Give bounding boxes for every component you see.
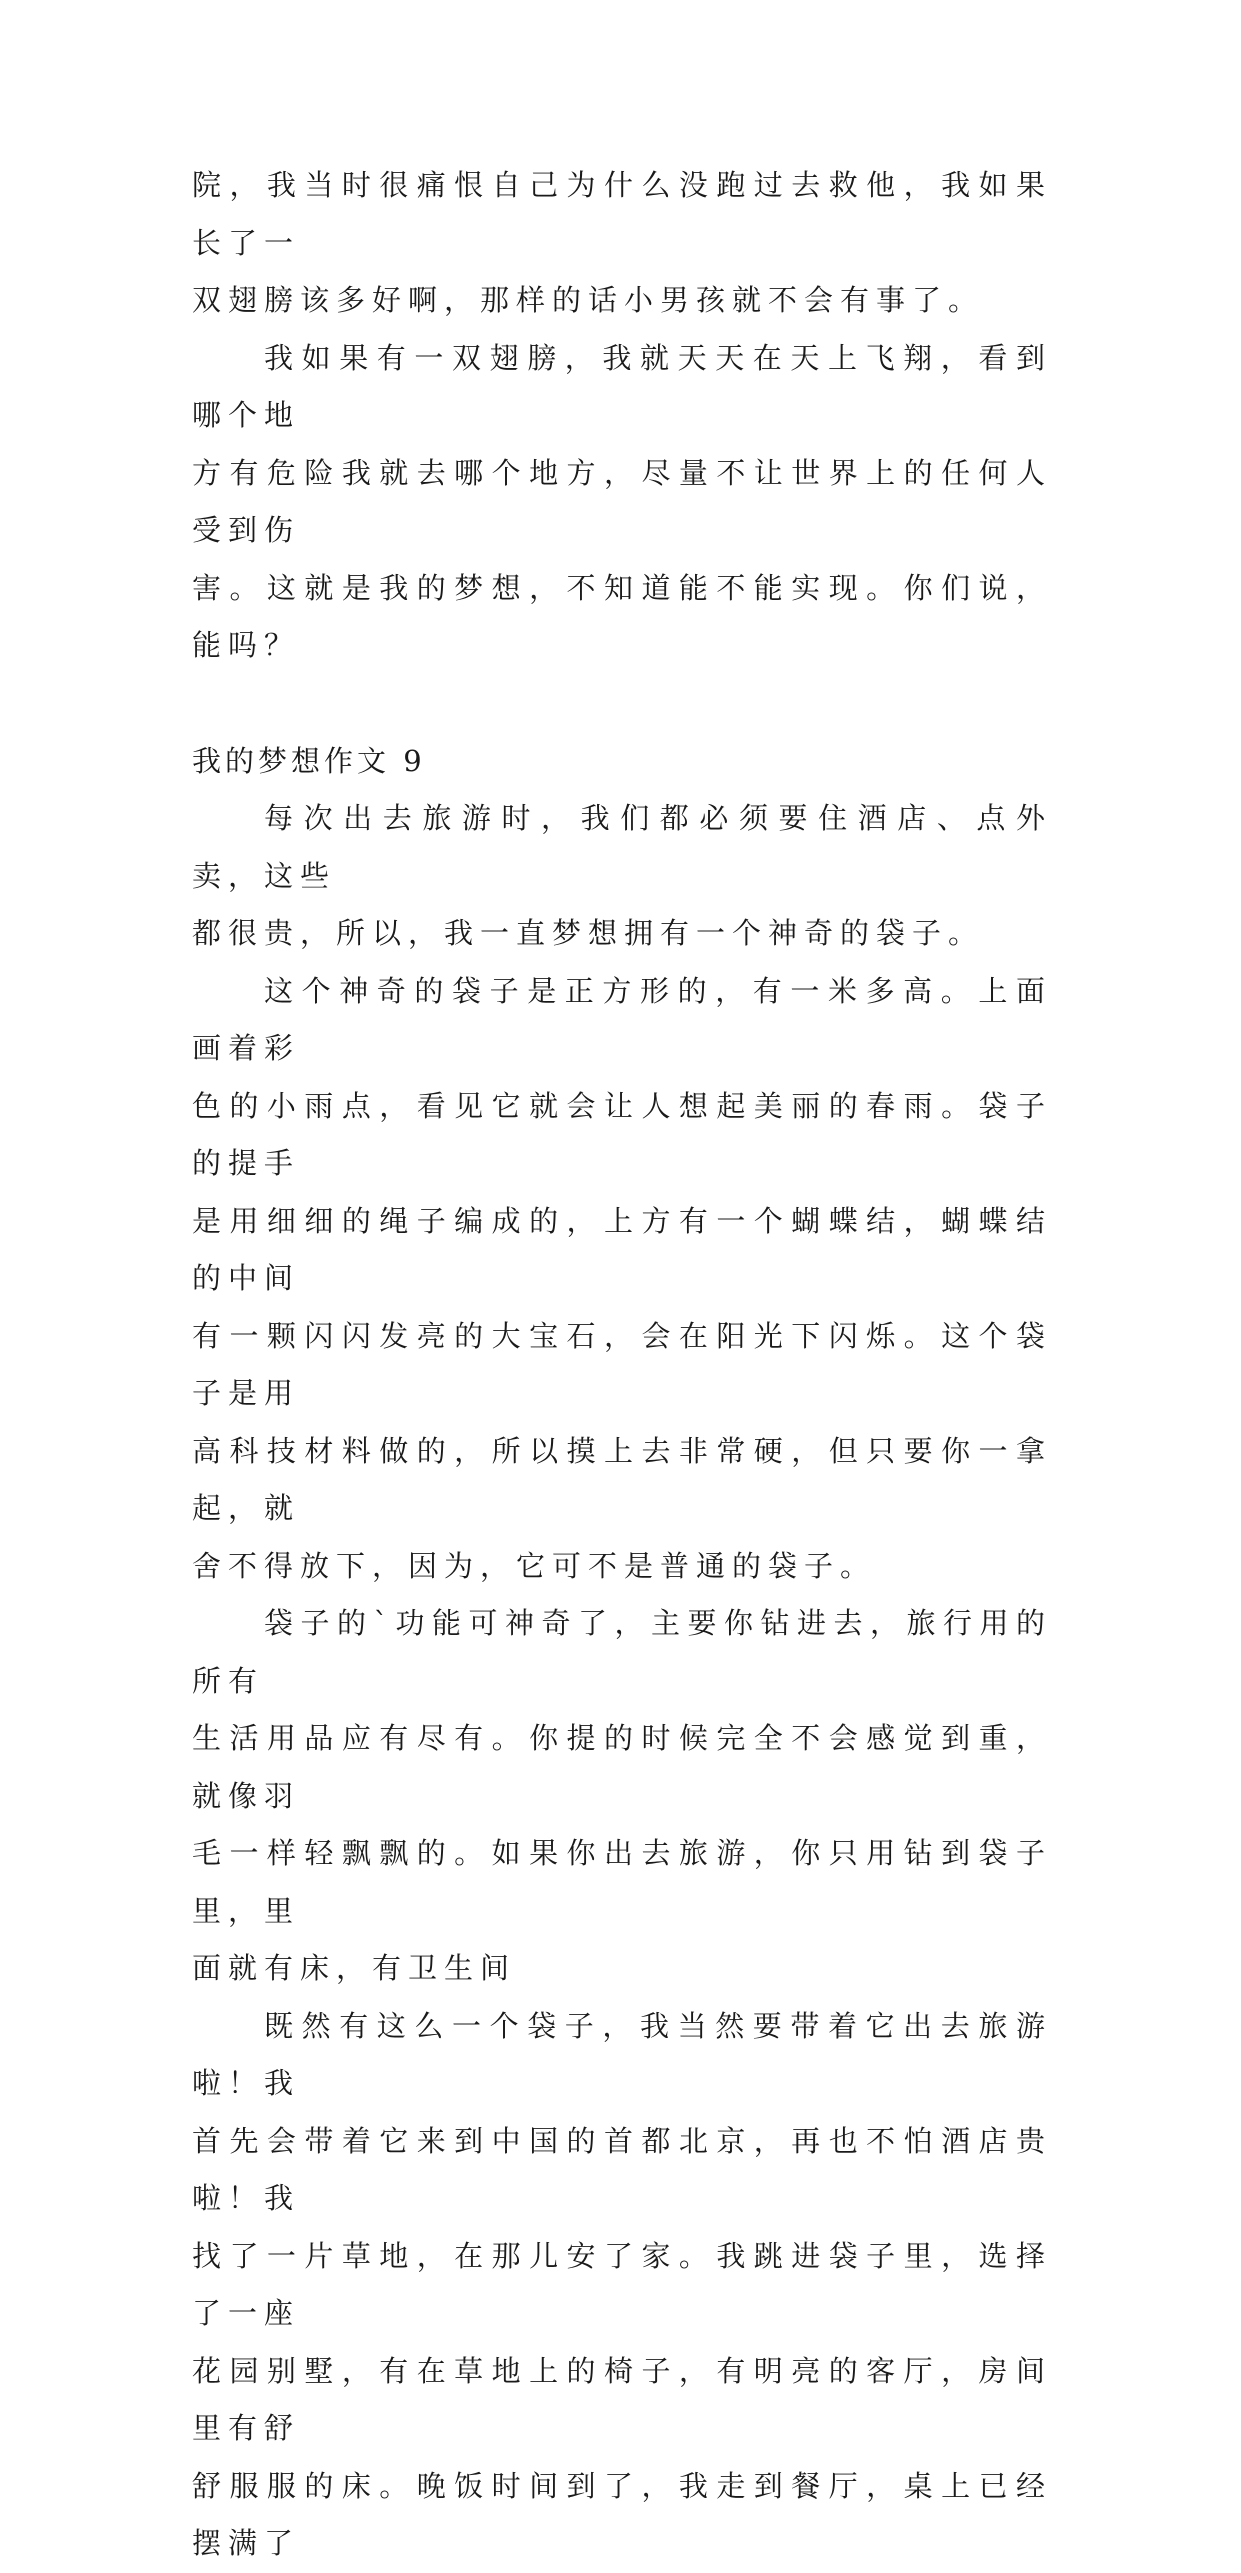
text-line: 每次出去旅游时，我们都必须要住酒店、点外卖，这些: [192, 801, 1052, 893]
paragraph: [192, 330, 1052, 675]
text-line: 有一颗闪闪发亮的大宝石，会在阳光下闪烁。这个袋子是用: [192, 1318, 1052, 1410]
text-line: 袋子的`功能可神奇了，主要你钻进去，旅行用的所有: [192, 1606, 1052, 1698]
text-line: 这个神奇的袋子是正方形的，有一米多高。上面画着彩: [192, 973, 1052, 1065]
text-line: 方有危险我就去哪个地方，尽量不让世界上的任何人受到伤: [192, 455, 1052, 547]
paragraph: [192, 790, 1052, 963]
text-line: 找了一片草地，在那儿安了家。我跳进袋子里，选择了一座: [192, 2238, 1052, 2330]
text-line: 面就有床，有卫生间: [192, 1951, 517, 1985]
section-title: 我的梦想作文 9: [192, 743, 426, 778]
paragraph: [192, 1998, 1052, 2573]
text-line: 生活用品应有尽有。你提的时候完全不会感觉到重，就像羽: [192, 1721, 1052, 1813]
text-line: 毛一样轻飘飘的。如果你出去旅游，你只用钻到袋子里，里: [192, 1836, 1052, 1928]
paragraph: [192, 963, 1052, 1596]
essay-continuation: [192, 157, 1052, 675]
text-line: 院，我当时很痛恨自己为什么没跑过去救他，我如果长了一: [192, 168, 1052, 260]
text-line: 舒服服的床。晚饭时间到了，我走到餐厅，桌上已经摆满了: [192, 2468, 1052, 2560]
text-line: 既然有这么一个袋子，我当然要带着它出去旅游啦！我: [192, 2008, 1052, 2100]
text-line: 舍不得放下，因为，它可不是普通的袋子。: [192, 1548, 877, 1583]
text-line: 高科技材料做的，所以摸上去非常硬，但只要你一拿起，就: [192, 1433, 1052, 1525]
paragraph: [192, 1595, 1052, 1998]
paragraph: [192, 157, 1052, 330]
text-line: 都很贵，所以，我一直梦想拥有一个神奇的袋子。: [192, 916, 985, 950]
text-line: 害。这就是我的梦想，不知道能不能实现。你们说，能吗？: [192, 570, 1052, 662]
document-body: [192, 157, 1052, 2573]
text-line: 色的小雨点，看见它就会让人想起美丽的春雨。袋子的提手: [192, 1088, 1052, 1180]
section-gap: [192, 675, 1052, 733]
text-line: 花园别墅，有在草地上的椅子，有明亮的客厅，房间里有舒: [192, 2353, 1052, 2445]
text-line: 我如果有一双翅膀，我就天天在天上飞翔，看到哪个地: [192, 340, 1052, 432]
text-line: 首先会带着它来到中国的首都北京，再也不怕酒店贵啦！我: [192, 2123, 1052, 2215]
text-line: 是用细细的绳子编成的，上方有一个蝴蝶结，蝴蝶结的中间: [192, 1203, 1052, 1295]
essay-9-body: [192, 790, 1052, 2573]
text-line: 双翅膀该多好啊，那样的话小男孩就不会有事了。: [192, 283, 985, 317]
